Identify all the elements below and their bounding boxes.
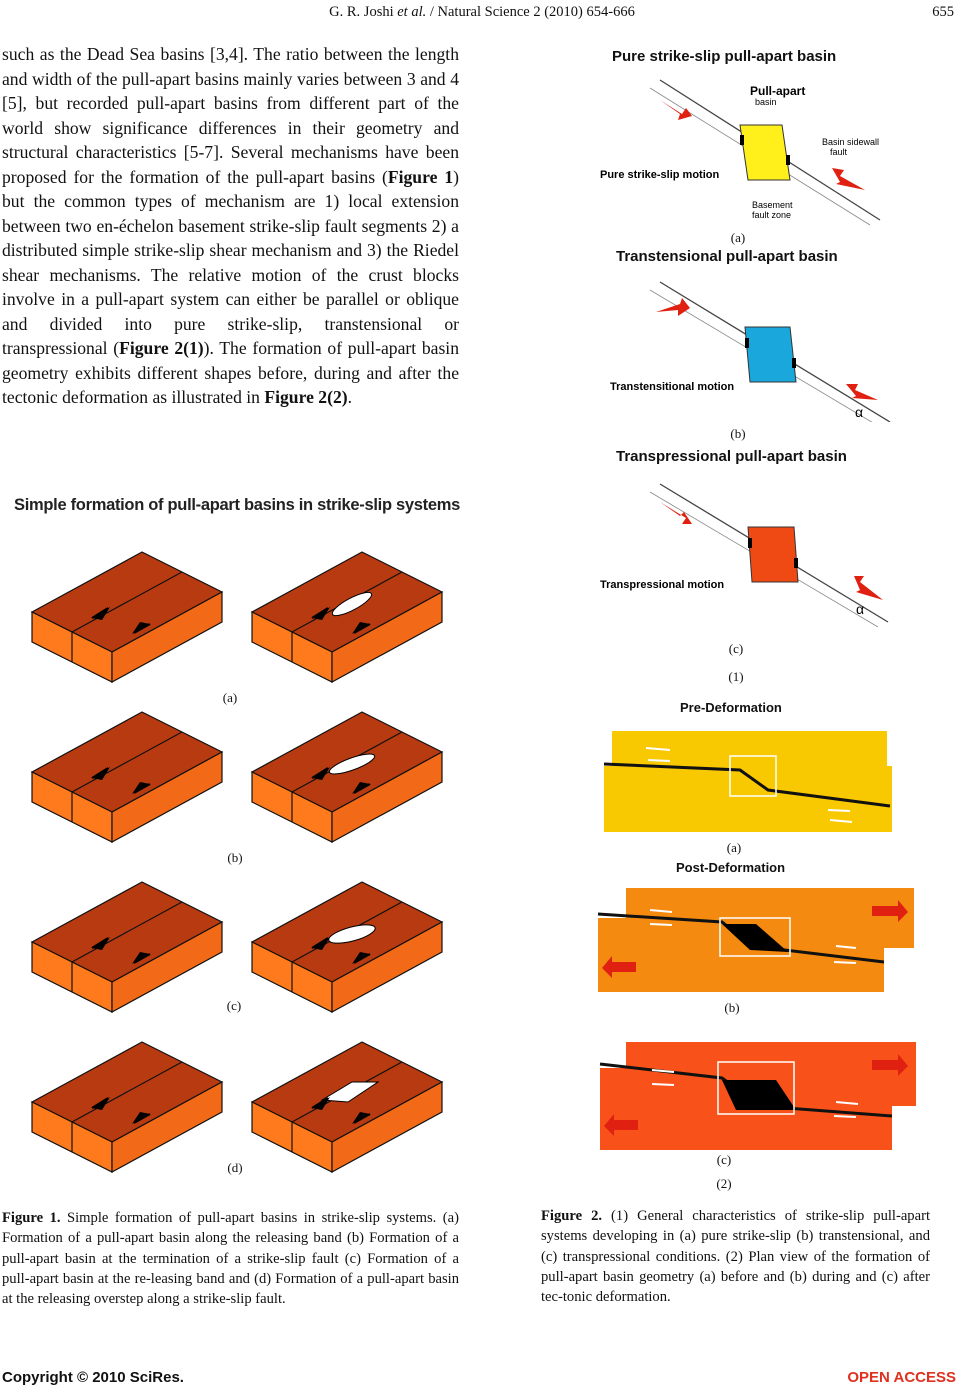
figure2-post-title: Post-Deformation [676, 860, 786, 875]
fig1a-right-block [252, 552, 442, 682]
figure2-b-title: Transtensional pull-apart basin [616, 248, 838, 265]
fig1d-left-block [32, 1042, 222, 1172]
page-number: 655 [932, 4, 954, 20]
figure2-1b-diagram [600, 272, 900, 422]
figure2-caption-text: (1) General characteristics of strike-slip pull-apart systems developing in (a) pure strike-slip (b) transtensional, and (c) transpressional conditions. (2) Plan view of the formation of pull-apart basin geometry (a) before and (b) during and (c) after tec-tonic deformation. [541, 1208, 930, 1306]
callout-basement: Basement [752, 200, 793, 210]
figure2-2c-diagram [596, 1040, 920, 1152]
figure2-1c-diagram [598, 472, 898, 627]
fig1c-right-block [252, 882, 442, 1012]
fig1c-left-block [32, 882, 222, 1012]
figure1-title: Simple formation of pull-apart basins in strike-slip systems [14, 496, 460, 514]
figure2-1-label-a: (a) [730, 230, 746, 245]
figure2-c-title: Transpressional pull-apart basin [616, 448, 847, 465]
figure2-group-label-1: (1) [728, 669, 744, 684]
figure2-b-motion: Transtensitional motion [610, 381, 735, 393]
body-paragraph: such as the Dead Sea basins [3,4]. The ratio between the length and width of the pull-apart basins mainly varies between 3 and 4 [5], but recorded pull-apart basins from different part of the world show significance differences in their geometry and structural characteristics [5-7]. Several mechanisms have been proposed for the formation of the pull-apart basins (Figure 1) but the common types of mechanism are 1) local extension between two en-échelon basement strike-slip fault segments 2) a distributed simple strike-slip shear mechanism and 3) the Riedel shear mechanisms. The relative motion of the crust blocks involve in a pull-apart system can either be parallel or oblique and divided into pure strike-slip, transtensional or transpressional (Figure 2(1)). The formation of pull-apart basin geometry exhibits different shapes before, during and after the tectonic deformation as illustrated in Figure 2(2). [2, 44, 459, 407]
callout-basin-2: basin [755, 97, 777, 107]
fig1a-left-block [32, 552, 222, 682]
figure2-caption-label: Figure 2. [541, 1208, 603, 1224]
figure2-pre-title: Pre-Deformation [680, 700, 782, 715]
alpha-c: α [856, 601, 865, 617]
figure2-a-title: Pure strike-slip pull-apart basin [612, 48, 837, 65]
callout-basement-2: fault zone [752, 210, 792, 220]
fig1b-right-block [252, 712, 442, 842]
footer-open-access: OPEN ACCESS [847, 1369, 956, 1386]
figure2-1-label-c: (c) [728, 641, 744, 656]
figure2-1-label-b: (b) [730, 426, 746, 441]
alpha-b: α [855, 404, 864, 420]
figure1-caption-text: Simple formation of pull-apart basins in strike-slip systems. (a) Formation of a pull-apart basin along the releasing band (b) Formation of a pull-apart basin at the termination of a strike-slip fault (c) Formation of a pull-apart basin at the re-leasing band and (d) Formation of a pull-apart basin at the releasing overstep along a strike-slip fault. [2, 1210, 459, 1308]
figure2-2-label-c: (c) [716, 1152, 732, 1167]
figure2-2b-diagram [590, 884, 920, 996]
figure1-label-c: (c) [226, 998, 242, 1013]
figure2-caption [541, 1206, 930, 1307]
callout-sidewall: Basin sidewall [822, 137, 880, 147]
running-header: G. R. Joshi et al. / Natural Science 2 (2010) 654-666 [329, 4, 635, 20]
figure2-2-label-b: (b) [724, 1000, 740, 1015]
figure2-1a-diagram [590, 70, 910, 228]
footer-copyright: Copyright © 2010 SciRes. [2, 1369, 184, 1386]
figure1-caption [2, 1208, 459, 1309]
callout-basin: Pull-apart [750, 84, 806, 98]
figure2-group-label-2: (2) [716, 1176, 732, 1191]
figure2-a-motion: Pure strike-slip motion [600, 169, 720, 181]
figure1-label-b: (b) [227, 850, 243, 865]
figure1-caption-label: Figure 1. [2, 1210, 61, 1226]
figure1-label-a: (a) [222, 690, 238, 705]
body-paragraph-block [2, 42, 459, 410]
fig1b-left-block [32, 712, 222, 842]
figure1-label-d: (d) [227, 1160, 243, 1175]
figure2-2a-diagram [600, 726, 900, 836]
callout-sidewall-2: fault [830, 147, 848, 157]
figure2-c-motion: Transpressional motion [600, 579, 725, 591]
fig1d-right-block [252, 1042, 442, 1172]
figure2-2-label-a: (a) [726, 840, 742, 855]
